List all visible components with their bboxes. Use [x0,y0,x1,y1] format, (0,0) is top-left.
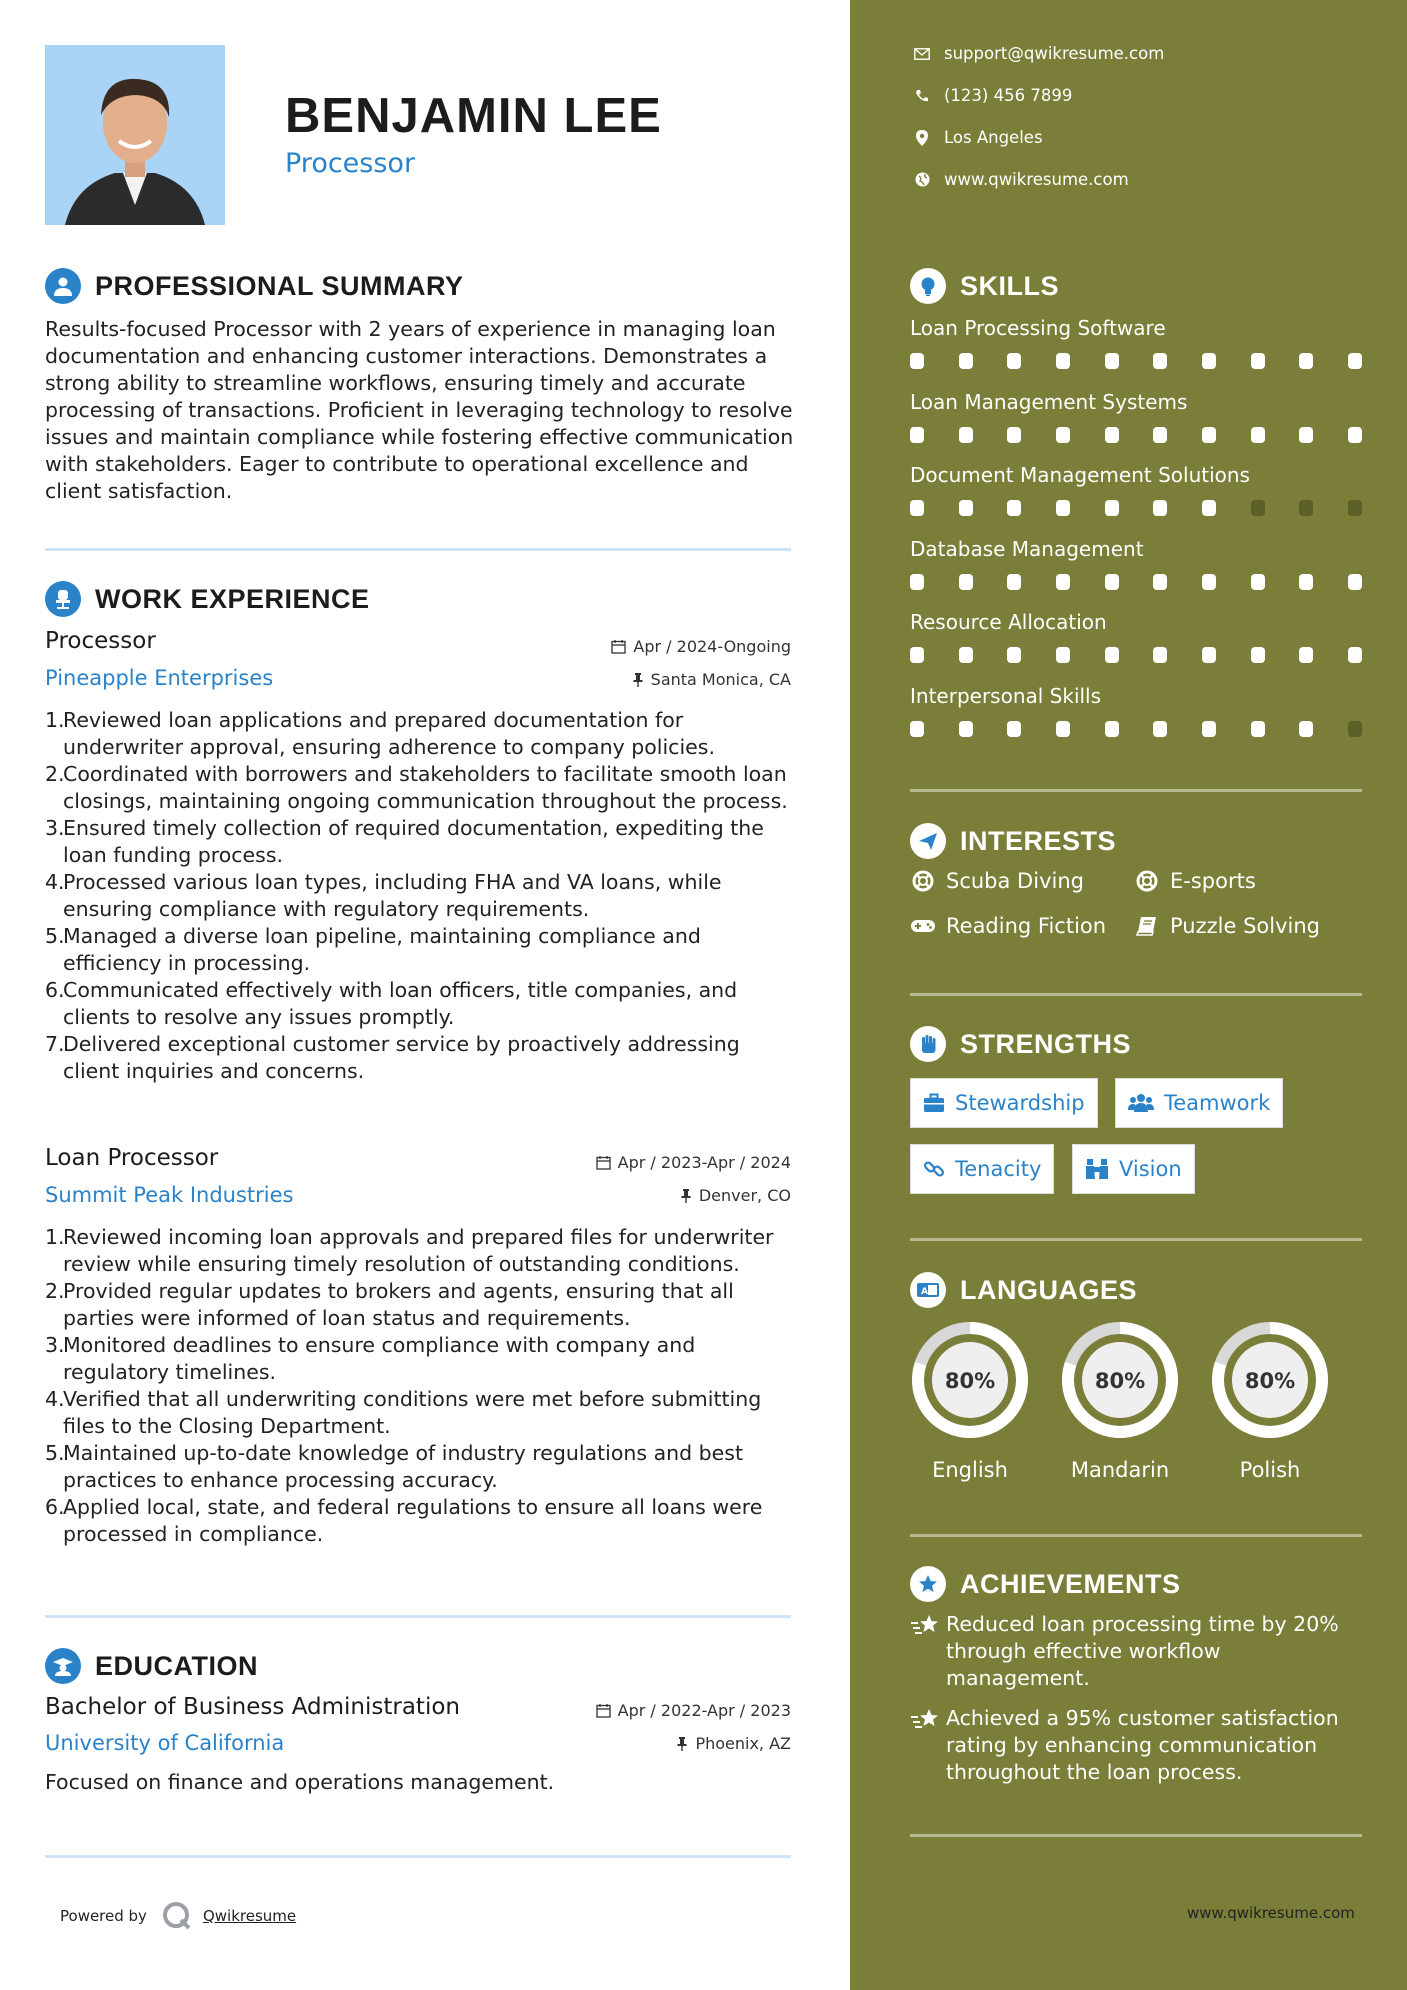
rating-dot-filled [1299,721,1313,737]
skill-name: Database Management [910,536,1144,561]
section-title: EDUCATION [95,1650,258,1681]
interest-item: Reading Fiction [910,914,1106,938]
calendar-icon [611,639,626,654]
profile-photo [45,45,225,225]
rating-dot-filled [1105,427,1119,443]
phone-icon [915,89,929,103]
rating-dot-filled [1007,574,1021,590]
rating-dot-filled [1007,353,1021,369]
divider [45,1855,791,1858]
language-item [1208,1318,1332,1482]
rating-dot-empty [1299,500,1313,516]
rating-dot-filled [1153,353,1167,369]
skill-rating [910,500,1362,516]
language-name: Polish [1239,1458,1301,1482]
interest-item: Scuba Diving [910,869,1084,893]
job-title: Processor [45,628,156,654]
rating-dot-filled [1299,353,1313,369]
qwikresume-logo-icon [161,1900,193,1932]
skills-header [910,266,1059,306]
rating-dot-filled [1056,721,1070,737]
star-badge-icon [910,1566,946,1602]
summary-header [45,266,464,306]
graduate-icon [45,1648,81,1684]
school-name: University of California [45,1731,285,1755]
skill-name: Document Management Solutions [910,463,1250,487]
rating-dot-filled [1299,574,1313,590]
footer-site[interactable]: www.qwikresume.com [1187,1904,1355,1922]
chair-icon [45,581,81,617]
list-item: 6. Applied local, state, and federal regulations to ensure all loans were processed in compliance. [45,1495,763,1546]
divider [910,1534,1362,1537]
envelope-icon [914,48,930,60]
list-item: 5. Managed a diverse loan pipeline, maintaining compliance and efficiency in processing. [45,924,701,975]
rating-dot-filled [910,500,924,516]
rating-dot-filled [1348,353,1362,369]
user-icon [45,268,81,304]
rating-dot-filled [1202,647,1216,663]
rating-dot-filled [1202,427,1216,443]
list-item: 5. Maintained up-to-date knowledge of industry regulations and best practices to enhance processing accuracy. [45,1441,744,1492]
pin-icon [632,672,644,688]
list-item: 2. Coordinated with borrowers and stakeholders to facilitate smooth loan closings, maintaining ongoing communication throughout the process. [45,762,788,813]
rating-dot-filled [1153,647,1167,663]
education-location: Phoenix, AZ [676,1734,791,1753]
divider [45,1615,791,1618]
candidate-role: Processor [285,148,416,179]
contact-email[interactable]: support@qwikresume.com [910,44,1164,63]
skill-name: Resource Allocation [910,610,1107,634]
rating-dot-filled [959,500,973,516]
language-progress-ring [1058,1318,1182,1442]
users-icon [1128,1093,1154,1113]
rating-dot-filled [1153,500,1167,516]
strength-tag: Tenacity [910,1144,1054,1194]
calendar-icon [596,1155,611,1170]
lifebuoy-icon [1136,870,1158,892]
strengths-header [910,1024,1131,1064]
lifebuoy-icon [912,870,934,892]
globe-icon [915,172,930,187]
rating-dot-filled [1348,647,1362,663]
rating-dot-filled [910,427,924,443]
skill-name: Interpersonal Skills [910,683,1102,708]
rating-dot-filled [959,574,973,590]
rating-dot-filled [910,574,924,590]
divider [910,789,1362,792]
sidebar [850,0,1407,1990]
language-progress-ring [908,1318,1032,1442]
experience-header [45,579,370,619]
divider [910,993,1362,996]
paper-plane-icon [910,823,946,859]
list-item: 3. Ensured timely collection of required documentation, expediting the loan funding process. [45,816,764,867]
skill-name: Loan Processing Software [910,316,1166,340]
rating-dot-filled [1202,500,1216,516]
rating-dot-filled [1202,721,1216,737]
list-item: 4. Processed various loan types, including FHA and VA loans, while ensuring compliance with regulatory requirements. [45,870,722,921]
language-progress-ring [1208,1318,1332,1442]
job-location: Denver, CO [680,1186,791,1205]
rating-dot-filled [1105,500,1119,516]
interest-item: Puzzle Solving [1134,914,1320,938]
rating-dot-filled [1202,353,1216,369]
strength-tag: Stewardship [910,1078,1098,1128]
list-item: 3. Monitored deadlines to ensure compliance with company and regulatory timelines. [45,1333,696,1384]
summary-text: Results-focused Processor with 2 years of experience in managing loan documentation and enhancing customer interactions. Demonstrates a strong ability to streamline workflows, ensuring timely and accurate processing of transactions. Proficient in leveraging technology to resolve issues and maintain compliance while fostering effective communication with stakeholders. Eager to contribute to operational excellence and client satisfaction. [45,317,794,503]
list-item: 7. Delivered exceptional customer service by proactively addressing client inquiries and concerns. [45,1032,740,1083]
rating-dot-filled [1348,427,1362,443]
education-dates: Apr / 2022-Apr / 2023 [596,1701,791,1720]
achievement-item: Reduced loan processing time by 20% through effective workflow management. [910,1611,1370,1692]
rating-dot-empty [1251,500,1265,516]
rating-dot-filled [1056,353,1070,369]
rating-dot-filled [1299,647,1313,663]
rating-dot-filled [1299,427,1313,443]
language-percent: 80% [1094,1369,1146,1393]
rating-dot-filled [959,721,973,737]
language-percent: 80% [1244,1369,1296,1393]
rating-dot-filled [910,721,924,737]
divider [45,548,791,551]
rating-dot-filled [959,647,973,663]
candidate-name: BENJAMIN LEE [285,89,662,143]
achievement-item: Achieved a 95% customer satisfaction rating by enhancing communication throughout the loan process. [910,1705,1370,1786]
binoculars-icon [1085,1158,1109,1180]
divider [910,1834,1362,1837]
language-name: English [932,1458,1008,1482]
language-icon [910,1272,946,1308]
rating-dot-filled [1056,574,1070,590]
rating-dot-filled [1202,574,1216,590]
calendar-icon [596,1703,611,1718]
contact-phone[interactable]: (123) 456 7899 [910,86,1072,105]
job-company: Pineapple Enterprises [45,666,274,690]
rating-dot-filled [1153,721,1167,737]
section-title: INTERESTS [960,825,1117,856]
skill-name: Loan Management Systems [910,389,1188,414]
section-title: ACHIEVEMENTS [960,1568,1181,1599]
achievements-header [910,1564,1181,1604]
rating-dot-filled [1105,574,1119,590]
book-icon [1136,916,1158,936]
job-bullets [45,1224,795,1548]
section-title: WORK EXPERIENCE [95,583,370,614]
gamepad-icon [910,918,936,934]
list-item: 1. Reviewed incoming loan approvals and prepared files for underwriter review while ensuring timely resolution of outstanding conditions. [45,1225,774,1276]
section-title: LANGUAGES [960,1274,1138,1305]
briefcase-icon [923,1093,945,1113]
shooting-star-icon [910,1613,942,1637]
rating-dot-filled [1251,721,1265,737]
job-location: Santa Monica, CA [632,670,791,689]
link-icon [923,1158,945,1180]
rating-dot-filled [1348,574,1362,590]
rating-dot-filled [910,647,924,663]
rating-dot-filled [1007,500,1021,516]
svg-text:A: A [921,1287,928,1297]
job-dates: Apr / 2023-Apr / 2024 [596,1153,791,1172]
language-item [908,1318,1032,1482]
divider [910,1238,1362,1241]
rating-dot-filled [1056,500,1070,516]
language-percent: 80% [944,1369,996,1393]
skill-rating [910,721,1362,737]
rating-dot-filled [1105,721,1119,737]
language-name: Mandarin [1070,1458,1170,1482]
contact-location: Los Angeles [910,128,1043,147]
list-item: 4. Verified that all underwriting conditions were met before submitting files to the Closing Department. [45,1387,762,1438]
job-title: Loan Processor [45,1145,219,1171]
shooting-star-icon [910,1707,942,1731]
section-title: PROFESSIONAL SUMMARY [95,270,464,301]
skill-rating [910,353,1362,369]
contact-website[interactable]: www.qwikresume.com [910,170,1129,189]
rating-dot-filled [1153,427,1167,443]
rating-dot-filled [1007,427,1021,443]
rating-dot-filled [959,427,973,443]
interest-item: E-sports [1134,869,1256,893]
rating-dot-filled [910,353,924,369]
brand-link[interactable]: Qwikresume [202,1907,297,1925]
skill-rating [910,427,1362,443]
section-title: SKILLS [960,270,1060,301]
job-company: Summit Peak Industries [45,1183,294,1207]
job-dates: Apr / 2024-Ongoing [611,637,791,656]
strength-tag: Vision [1072,1144,1195,1194]
powered-by: Powered by Qwikresume [60,1900,296,1932]
rating-dot-filled [1105,647,1119,663]
rating-dot-filled [1007,721,1021,737]
fist-icon [910,1026,946,1062]
rating-dot-filled [1251,427,1265,443]
lightbulb-icon [910,268,946,304]
list-item: 1. Reviewed loan applications and prepared documentation for underwriter approval, ensuring adherence to company policies. [45,708,715,759]
rating-dot-filled [1056,647,1070,663]
rating-dot-filled [1251,647,1265,663]
rating-dot-filled [1251,353,1265,369]
degree-title: Bachelor of Business Administration [45,1694,460,1720]
language-item [1058,1318,1182,1482]
rating-dot-filled [1105,353,1119,369]
rating-dot-filled [959,353,973,369]
interests-header [910,821,1116,861]
rating-dot-filled [1153,574,1167,590]
map-marker-icon [916,130,928,146]
section-title: STRENGTHS [960,1028,1132,1059]
education-header [45,1646,258,1686]
rating-dot-empty [1348,500,1362,516]
list-item: 6. Communicated effectively with loan officers, title companies, and clients to resolve any issues promptly. [45,978,738,1029]
skill-rating [910,647,1362,663]
pin-icon [680,1188,692,1204]
rating-dot-filled [1056,427,1070,443]
list-item: 2. Provided regular updates to brokers and agents, ensuring that all parties were informed of loan status and requirements. [45,1279,734,1330]
rating-dot-filled [1251,574,1265,590]
strength-tag: Teamwork [1115,1078,1283,1128]
education-description: Focused on finance and operations management. [45,1770,555,1794]
pin-icon [676,1736,688,1752]
skill-rating [910,574,1362,590]
languages-header [910,1270,1137,1310]
job-bullets [45,707,795,1085]
rating-dot-empty [1348,721,1362,737]
rating-dot-filled [1007,647,1021,663]
